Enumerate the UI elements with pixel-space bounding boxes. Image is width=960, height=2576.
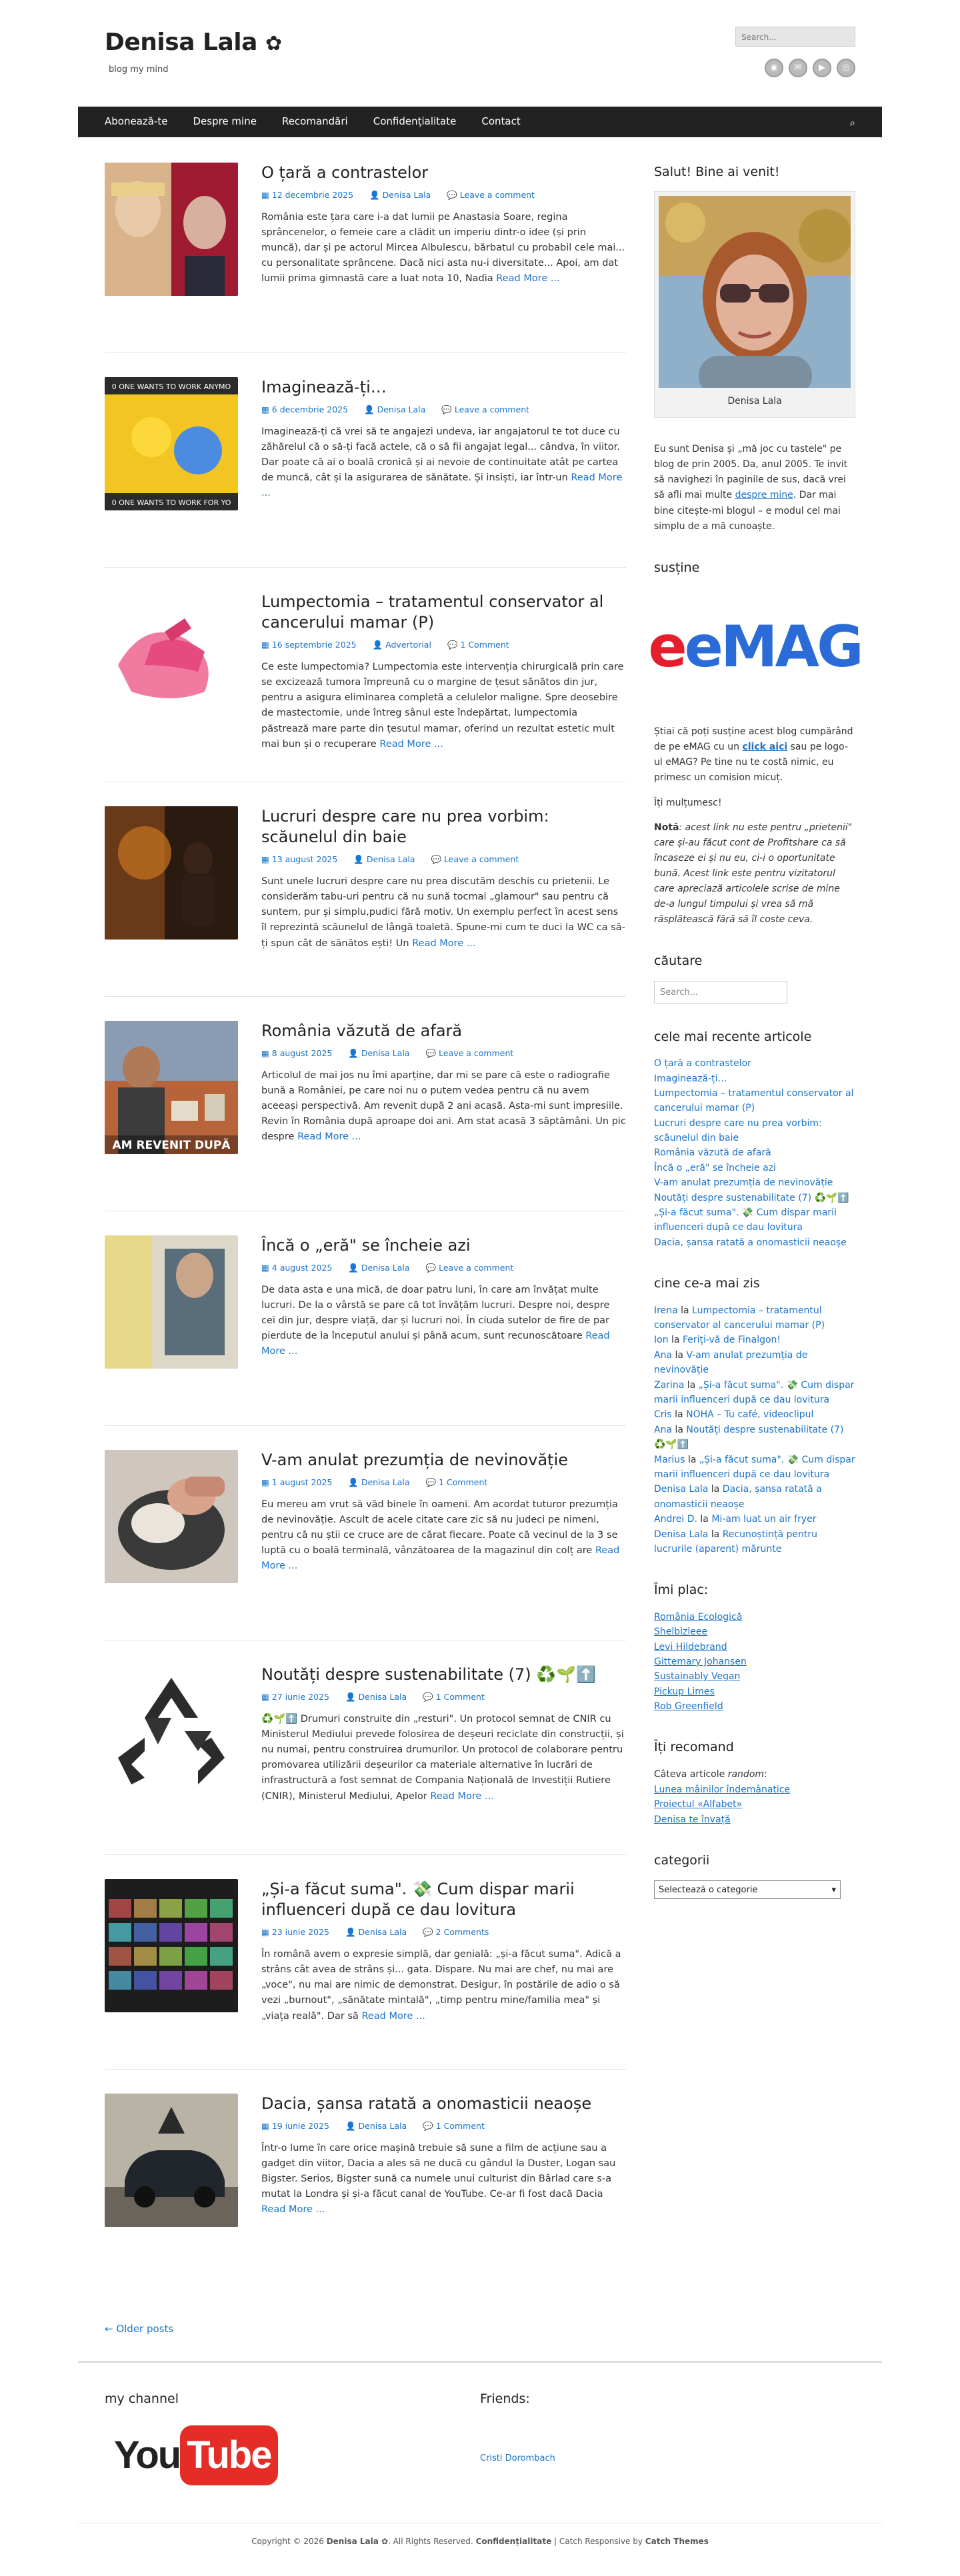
liked-channel-link[interactable]: Sustainably Vegan	[654, 1671, 741, 1682]
recommended-article-link[interactable]: Lunea mâinilor îndemânatice	[654, 1784, 791, 1795]
chevron-down-icon: ▾	[831, 1884, 836, 1895]
github-icon[interactable]: ◉	[765, 59, 783, 77]
comment-on: la	[675, 1409, 683, 1421]
recent-post-link[interactable]: „Și-a făcut suma". 💸 Cum dispar marii influenceri după ce dau lovitura	[654, 1207, 837, 1233]
about-link[interactable]: despre mine	[735, 490, 793, 501]
emag-logo[interactable]: eeMAG	[648, 614, 861, 681]
read-more-link[interactable]: Read More ...	[261, 472, 623, 499]
recommended-article-link[interactable]: Denisa te învață	[654, 1814, 731, 1825]
comment-author[interactable]: Ion	[654, 1335, 669, 1346]
post-author[interactable]: 👤 Denisa Lala	[345, 1927, 407, 1938]
post-comments[interactable]: 💬 Leave a comment	[425, 1048, 514, 1059]
sidebar-search-input[interactable]: Search...	[654, 981, 787, 1003]
post-date[interactable]: ▦ 19 iunie 2025	[261, 2121, 329, 2132]
post-date-text[interactable]: 13 august 2025	[271, 854, 338, 865]
post-item	[105, 1235, 626, 1426]
post-meta	[261, 403, 626, 416]
read-more-link[interactable]: Read More ...	[430, 1790, 494, 1802]
post-comments[interactable]: 💬 Leave a comment	[447, 190, 535, 201]
read-more-link[interactable]: Read More ...	[261, 1545, 620, 1572]
post-author[interactable]: 👤 Denisa Lala	[369, 190, 431, 201]
footer-widgets	[78, 2363, 882, 2523]
post-excerpt	[261, 210, 626, 287]
footer-privacy-link[interactable]: Confidențialitate	[475, 2537, 552, 2547]
post-date-text[interactable]: 16 septembrie 2025	[271, 640, 357, 650]
post-comments[interactable]: 💬 1 Comment	[447, 640, 509, 650]
post-title[interactable]: Dacia, șansa ratată a onomasticii neaoșe	[261, 2094, 592, 2113]
comment-author[interactable]: Marius	[654, 1454, 685, 1465]
social-links	[765, 59, 855, 77]
read-more-link[interactable]: Read More ...	[361, 2010, 425, 2022]
post-excerpt	[261, 1283, 626, 1360]
comment-item	[654, 1527, 855, 1557]
profile-caption: Denisa Lala	[727, 396, 782, 407]
post-comments[interactable]: 💬 2 Comments	[423, 1927, 489, 1938]
post-author[interactable]: 👤 Denisa Lala	[353, 854, 415, 865]
post-thumbnail[interactable]	[105, 1879, 238, 2012]
recent-post-link[interactable]: Imaginează-ți…	[654, 1073, 727, 1084]
post-meta	[261, 1047, 626, 1059]
liked-channel-link[interactable]: Rob Greenfield	[654, 1701, 723, 1712]
post-comments-text[interactable]: Leave a comment	[439, 1048, 514, 1059]
svg-text:0 ONE WANTS TO WORK ANYMO: 0 ONE WANTS TO WORK ANYMO	[111, 382, 231, 391]
post-excerpt-text: Într-o lume în care orice mașină trebuie să sune a film de acțiune sau a gadget din viitor, Dacia a ales să ne ducă cu gândul la Duster, Logan sau Bigster. Serios, Bigster sună ca numele unui culturist din Bârlad care s-a mutat la Londra și și-a făcut canal de YouTube. Ce-ar fi fost dacă Dacia	[261, 2142, 616, 2200]
post-date-text[interactable]: 23 iunie 2025	[271, 1927, 329, 1938]
older-posts-link[interactable]: ← Older posts	[105, 2323, 174, 2335]
post-date-text[interactable]: 27 iunie 2025	[271, 1692, 329, 1702]
read-more-link[interactable]: Read More ...	[496, 273, 560, 285]
note-text: : acest link nu este pentru „prietenii" care și-au făcut cont de Profitshare ca să încaseze ei și nu eu, ci-i o oportunitate bună. Acest link este pentru vizitatorul care apreciază articolele scrise de mine de-a lungul timpului și vrea să mă răsplătească fără să îl coste ceva.	[654, 822, 853, 926]
post-title[interactable]: O țară a contrastelor	[261, 163, 429, 182]
comment-on: la	[687, 1454, 697, 1465]
post-excerpt-text: De data asta e una mică, de doar patru luni, în care am învățat multe lucruri. De la o vârstă se pare că tot învățăm lucruri. Despre noi, despre cei din jur, despre viață, dar și lucruri noi. În ciuda sutelor de fire de par pierdute de la începutul anului și până acum, sunt recunoscătoare	[261, 1284, 610, 1342]
comment-on: la	[700, 1514, 709, 1525]
post-thumbnail[interactable]	[105, 806, 238, 940]
post-thumbnail[interactable]	[105, 163, 238, 296]
comment-item	[654, 1423, 855, 1453]
search-title: căutare	[654, 954, 703, 969]
post-thumbnail[interactable]	[105, 377, 238, 510]
profile-card	[654, 191, 855, 418]
friend-link[interactable]: Cristi Dorombach	[480, 2453, 555, 2463]
post-author[interactable]: 👤 Denisa Lala	[348, 1048, 410, 1059]
thanks-text: Îți mulțumesc!	[654, 797, 722, 808]
post-item	[105, 592, 626, 782]
post-comments-text[interactable]: 1 Comment	[460, 640, 509, 650]
svg-text:AM REVENIT DUPĂ: AM REVENIT DUPĂ	[112, 1139, 231, 1152]
post-title[interactable]: România văzută de afară	[261, 1021, 463, 1040]
post-author[interactable]: 👤 Advertorial	[372, 640, 431, 650]
comment-post-link[interactable]: Dacia, șansa ratată a onomasticii neaoșe	[654, 1484, 822, 1510]
post-thumbnail[interactable]	[105, 2094, 238, 2227]
site-title-text[interactable]: Denisa Lala	[105, 29, 257, 56]
comment-post-link[interactable]: Feriți-vă de Finalgon!	[682, 1335, 781, 1346]
post-comments-text[interactable]: Leave a comment	[459, 190, 535, 201]
recent-post-link[interactable]: Noutăți despre sustenabilitate (7) ♻️🌱⬆️	[654, 1192, 849, 1203]
post-date-text[interactable]: 4 august 2025	[271, 1263, 333, 1273]
post-excerpt-text: Eu mereu am vrut să văd binele în oameni. Am acordat tuturor prezumția de nevinovăție. Ascult de acele citate care zic să nu judeci pe nimeni, pentru că nu știi ce cruce are de cărat fiecare. Poate că vecinul de la 3 se luptă cu o boală terminală, vânzătoarea de la magazinul din colț are	[261, 1499, 618, 1557]
post-meta	[261, 1690, 626, 1703]
liked-channel-link[interactable]: Gittemary Johansen	[654, 1656, 747, 1667]
nav-item-recommendations[interactable]: Recomandări	[281, 115, 348, 128]
emag-logo-text: eMAG	[684, 614, 861, 681]
intro-text	[654, 442, 855, 534]
comment-author[interactable]: Zarina	[654, 1379, 685, 1391]
post-date-text[interactable]: 6 decembrie 2025	[271, 404, 349, 415]
post-meta	[261, 1476, 626, 1489]
recommend-list	[654, 1782, 855, 1827]
recent-post-link[interactable]: O țară a contrastelor	[654, 1058, 751, 1069]
post-author-text[interactable]: Advertorial	[385, 640, 431, 650]
copyright-text: Copyright © 2026	[251, 2537, 324, 2547]
comment-author[interactable]: Andrei D.	[654, 1514, 697, 1525]
note-label: Notă	[654, 822, 679, 833]
recommend-title: Îți recomand	[654, 1740, 734, 1755]
comment-item	[654, 1453, 855, 1483]
post-thumbnail[interactable]	[105, 1235, 238, 1369]
read-more-link[interactable]: Read More ...	[261, 2204, 325, 2216]
recent-post-link[interactable]: V-am anulat prezumția de nevinovăție	[654, 1177, 833, 1189]
post-excerpt	[261, 1712, 626, 1804]
post-date[interactable]: ▦ 23 iunie 2025	[261, 1927, 329, 1938]
recent-post-link[interactable]: Încă o „eră" se încheie azi	[654, 1162, 776, 1173]
comment-post-link[interactable]: V-am anulat prezumția de nevinovăție	[654, 1349, 808, 1376]
post-title[interactable]: V-am anulat prezumția de nevinovăție	[261, 1451, 568, 1469]
comments-title: cine ce-a mai zis	[654, 1276, 760, 1291]
profile-photo	[659, 196, 851, 388]
post-excerpt-text: Imaginează-ți că vrei să te angajezi undeva, iar angajatorul te tot duce cu zăhărelul că o să-ți facă actele, că o să fii angajat legal... cândva, în viitor. Dar poate că ai o boală cronică și ai nevoie de continuitate atât pe cartea de muncă, cât și la asigurarea de sănătate. Și insiști, iar într-un	[261, 426, 620, 484]
nav-item-about[interactable]: Despre mine	[193, 115, 257, 128]
recommend-intro-em: random	[727, 1768, 765, 1780]
footer-site-link[interactable]: Denisa Lala ✿	[326, 2537, 389, 2547]
comment-on: la	[675, 1349, 683, 1361]
post-date-text[interactable]: 19 iunie 2025	[271, 2121, 329, 2132]
comment-item	[654, 1378, 855, 1408]
intro-end: . Dar mai bine citește-mi blogul – e modul cel mai simplu de a mă cunoaște.	[654, 490, 841, 532]
post-item	[105, 1879, 626, 2070]
post-author-text[interactable]: Denisa Lala	[358, 1692, 407, 1702]
comment-on: la	[671, 1335, 680, 1346]
support-text	[654, 724, 855, 928]
intro-body: Eu sunt Denisa și „mă joc cu tastele" pe blog de prin 2005. Da, anul 2005. Te invit să navighezi în paginile de sus, dacă vrei să afli mai multe	[654, 444, 848, 501]
post-date-text[interactable]: 8 august 2025	[271, 1048, 333, 1059]
post-item	[105, 806, 626, 997]
header-search-input[interactable]: Search...	[735, 27, 855, 47]
post-excerpt-text: Ce este lumpectomia? Lumpectomia este intervenția chirurgicală prin care se excizează tumora împreună cu o margine de țesut sănătos din jur, pentru a asigura eliminarea completă a celulelor maligne. Spre deosebire de mastectomie, unde întreg sânul este îndepărtat, lumpectomia păstrează mare parte din țesutul mamar, oferind un rezultat estetic mult mai bun și o recuperare	[261, 661, 624, 750]
comment-item	[654, 1303, 855, 1333]
likes-title: Îmi plac:	[654, 1583, 709, 1598]
comment-post-link[interactable]: Recunoștință pentru lucrurile (aparent) mărunte	[654, 1529, 817, 1555]
post-thumbnail[interactable]	[105, 1664, 238, 1798]
post-title[interactable]: Lumpectomia – tratamentul conservator al cancerului mamar (P)	[261, 592, 604, 632]
sidebar: Salut! Bine ai venit! Denisa Lala Eu sunt Denisa și „mă joc cu tastele" pe blog de prin 2005. Da, anul 2005. Te invit să navighezi în paginile de sus, dacă vrei să afli mai multe despre mine. Dar mai bine citește-mi blogul – e modul cel mai simplu de a mă cunoaște. susține eeMAG Știai că poți susține acest blog cumpărând de pe eMAG cu un click aici sau pe logo-ul eMAG? Pe tine nu te costă nimic, eu primesc un comision micuț. Îți mulțumesc! Notă: acest link nu este pentru „prietenii" care și-au făcut cont de Profitshare ca să încaseze ei și nu eu, ci-i o oportunitate bună. Acest link este pentru vizitatorul care apreciază articolele scrise de mine de-a lungul timpului și vrea să mă răsplătească fără să îl coste ceva. căutare Search... cele mai recente articole O țară a contrastelor Imaginează-ți… Lumpectomia – tratamentul conservator al cancerului mamar (P) Lucruri despre care nu prea vorbim: scăunelul din baie România văzută de afară Încă o „eră" se încheie azi V-am anulat prezumția de nevinovăție Noutăți despre sustenabilitate (7) ♻️🌱⬆️ „Și-a făcut suma". 💸 Cum dispar marii influenceri după ce dau lovitura Dacia, șansa ratată a onomasticii neaoșe cine ce-a mai zis Irena la Lumpectomia – tratamentul conservator al cancerului mamar (P) Ion la Feriți-vă de Finalgon! Ana la V-am anulat prezumția de nevinovăție Zarina la „Și-a făcut suma". 💸 Cum dispar marii influenceri după ce dau lovitura Cris la NOHA – Tu café, videoclipul Ana la Noutăți despre sustenabilitate (7) ♻️🌱⬆️ Marius la „Și-a făcut suma". 💸 Cum dispar marii influenceri după ce dau lovitura Denisa Lala la Dacia, șansa ratată a onomasticii neaoșe Andrei D. la Mi-am luat un air fryer Denisa Lala la Recunoștință pentru lucrurile (aparent) mărunte Îmi plac: România Ecologică Shelbizleee Levi Hildebrand Gittemary Johansen Sustainably Vegan Pickup Limes Rob Greenfield Îți recomand Câteva articole random: Lunea mâinilor îndemânatice Proiectul «Alfabet» Denisa te învață categorii Selectează o categorie ▾	[654, 163, 855, 2308]
post-comments[interactable]: 💬 Leave a comment	[431, 854, 519, 865]
instagram-icon[interactable]: ◎	[837, 59, 855, 77]
post-thumbnail[interactable]	[105, 592, 238, 725]
recent-post-link[interactable]: Lumpectomia – tratamentul conservator al cancerului mamar (P)	[654, 1087, 854, 1114]
comment-author[interactable]: Ana	[654, 1424, 673, 1435]
post-item	[105, 377, 626, 568]
site-header	[78, 0, 882, 107]
comment-item	[654, 1482, 855, 1512]
read-more-link[interactable]: Read More ...	[412, 938, 476, 949]
post-item	[105, 1450, 626, 1640]
post-comments[interactable]: 💬 Leave a comment	[441, 404, 530, 415]
comment-post-link[interactable]: Noutăți despre sustenabilitate (7) ♻️🌱⬆️	[654, 1424, 844, 1451]
post-meta	[261, 189, 626, 201]
post-author[interactable]: 👤 Denisa Lala	[348, 1477, 410, 1488]
post-author[interactable]: 👤 Denisa Lala	[345, 2121, 407, 2132]
comment-post-link[interactable]: Mi-am luat un air fryer	[711, 1514, 817, 1525]
svg-text:0 ONE WANTS TO WORK FOR YO: 0 ONE WANTS TO WORK FOR YO	[111, 498, 231, 507]
post-item	[105, 1664, 626, 1855]
recent-post-link[interactable]: România văzută de afară	[654, 1147, 771, 1159]
read-more-link[interactable]: Read More ...	[261, 1331, 610, 1357]
post-thumbnail[interactable]	[105, 1021, 238, 1154]
youtube-logo[interactable]: You Tube	[114, 2425, 480, 2485]
categories-select[interactable]	[654, 1880, 841, 1899]
comment-on: la	[711, 1529, 720, 1540]
comment-author[interactable]: Denisa Lala	[654, 1484, 709, 1495]
recent-comments-list	[654, 1303, 855, 1557]
post-date[interactable]: ▦ 16 septembrie 2025	[261, 640, 357, 650]
liked-channel-link[interactable]: Shelbizleee	[654, 1626, 708, 1638]
comment-post-link[interactable]: „Și-a făcut suma". 💸 Cum dispar marii influenceri după ce dau lovitura	[654, 1379, 855, 1405]
post-title[interactable]: Imaginează-ți…	[261, 378, 387, 396]
post-excerpt-text: În română avem o expresie simplă, dar genială: „și-a făcut suma". Adică a strâns cât avea de strâns și... gata. Dispare. Nu mai are chef, nu mai are „voce", nu mai are nimic de demonstrat. Desigur, în postările de adio o să vezi „burnout", „sănătate mintală", „timp pentru mine/familia mea" și „viața reală". Dar să	[261, 1948, 621, 2022]
copyright-bar	[78, 2523, 882, 2576]
post-author[interactable]: 👤 Denisa Lala	[348, 1263, 410, 1273]
comment-author[interactable]: Ana	[654, 1349, 673, 1361]
liked-channel-link[interactable]: România Ecologică	[654, 1611, 743, 1622]
comment-on: la	[681, 1305, 689, 1316]
post-date[interactable]: ▦ 6 decembrie 2025	[261, 404, 349, 415]
post-comments-text[interactable]: 2 Comments	[435, 1927, 489, 1938]
post-comments-text[interactable]: 1 Comment	[439, 1477, 488, 1488]
post-item	[105, 163, 626, 353]
post-date-text[interactable]: 12 decembrie 2025	[271, 190, 354, 201]
welcome-title: Salut! Bine ai venit!	[654, 165, 780, 179]
post-author-text[interactable]: Denisa Lala	[377, 404, 426, 415]
post-excerpt-text: Sunt unele lucruri despre care nu prea discutăm deschis cu prietenii. Le considerăm tabu-uri pentru că nu sună tocmai „glamour" sau pentru că suntem, pur și simplu,pudici fără motiv. Un exemplu perfect în acest sens îl reprezintă scăunelul de lângă toaletă. Spune-mi cum te duci la WC ca să-ți spun cât de sănătos ești! Un	[261, 876, 625, 949]
post-author-text[interactable]: Denisa Lala	[361, 1048, 410, 1059]
recent-title: cele mai recente articole	[654, 1029, 812, 1044]
post-title[interactable]: Noutăți despre sustenabilitate (7) ♻️🌱⬆️	[261, 1665, 596, 1684]
post-comments-text[interactable]: Leave a comment	[439, 1263, 514, 1273]
read-more-link[interactable]: Read More ...	[297, 1131, 361, 1143]
post-excerpt	[261, 874, 626, 952]
post-excerpt-text: Articolul de mai jos nu îmi aparține, dar mi se pare că este o radiografie bună a României, pe care noi nu o putem vedea pentru că nu avem aceeași perspectivă. Am revenit după 2 ani acasă. Asta-mi sunt impresiile. Revin în România după aproape doi ani. Am stat acasă 3 săptămâni. Un pic despre	[261, 1069, 626, 1143]
mail-icon[interactable]: ✉	[789, 59, 807, 77]
post-date[interactable]: ▦ 1 august 2025	[261, 1477, 333, 1488]
post-comments-text[interactable]: Leave a comment	[444, 854, 519, 865]
post-excerpt-text: România este țara care i-a dat lumii pe Anastasia Soare, regina sprâncenelor, o femeie care a clădit un imperiu dintr-o idee (și prin muncă), dar și pe actorul Mircea Albulescu, bărbatul cu probabil cele mai... cu personalitate sprâncene. Dacă nici asta nu-i diversitate... Apoi, am dat lumii prima gimnastă care a luat nota 10, Nadia	[261, 211, 625, 285]
support-body: Știai că poți susține acest blog cumpărând de pe eMAG cu un	[654, 726, 853, 753]
post-excerpt	[261, 2141, 626, 2218]
search-icon[interactable]: ⌕	[849, 117, 855, 129]
categories-select-value: Selectează o categorie	[659, 1884, 758, 1895]
post-author-text[interactable]: Denisa Lala	[382, 190, 431, 201]
comment-author[interactable]: Irena	[654, 1305, 678, 1316]
comment-on: la	[675, 1424, 683, 1435]
post-date-text[interactable]: 1 august 2025	[271, 1477, 333, 1488]
post-list	[105, 163, 626, 2308]
emag-click-link[interactable]: click aici	[742, 742, 788, 753]
theme-text: | Catch Responsive by	[554, 2537, 643, 2547]
post-comments[interactable]: 💬 1 Comment	[425, 1477, 488, 1488]
post-author-text[interactable]: Denisa Lala	[361, 1263, 410, 1273]
recent-post-link[interactable]: Dacia, șansa ratată a onomasticii neaoșe	[654, 1237, 847, 1248]
read-more-link[interactable]: Read More ...	[379, 738, 443, 750]
friends-title: Friends:	[480, 2391, 530, 2407]
recent-posts-list	[654, 1056, 855, 1250]
comment-item	[654, 1407, 855, 1422]
site-tagline: blog my mind	[109, 65, 169, 75]
categories-title: categorii	[654, 1853, 710, 1868]
post-thumbnail[interactable]	[105, 1450, 238, 1583]
comment-author[interactable]: Denisa Lala	[654, 1529, 709, 1540]
post-author-text[interactable]: Denisa Lala	[366, 854, 415, 865]
post-date[interactable]: ▦ 8 august 2025	[261, 1048, 333, 1059]
channel-title: my channel	[105, 2391, 179, 2407]
nav-item-subscribe[interactable]: Abonează-te	[105, 115, 168, 128]
liked-channel-link[interactable]: Pickup Limes	[654, 1686, 715, 1697]
support-title: susține	[654, 560, 700, 575]
post-comments[interactable]: 💬 Leave a comment	[425, 1263, 514, 1273]
likes-list	[654, 1610, 855, 1714]
post-date[interactable]: ▦ 4 august 2025	[261, 1263, 333, 1273]
nav-item-contact[interactable]: Contact	[481, 115, 521, 128]
support-body-2: sau pe logo-ul eMAG? Pe tine nu te costă nimic, eu primesc un comision micuț.	[654, 742, 849, 784]
post-author[interactable]: 👤 Denisa Lala	[364, 404, 426, 415]
post-item	[105, 2094, 626, 2284]
post-author-text[interactable]: Denisa Lala	[358, 2121, 407, 2132]
post-excerpt	[261, 1068, 626, 1145]
comment-post-link[interactable]: Lumpectomia – tratamentul conservator al cancerului mamar (P)	[654, 1305, 825, 1331]
site-title[interactable]	[105, 24, 282, 61]
post-date[interactable]: ▦ 13 august 2025	[261, 854, 338, 865]
comment-item	[654, 1333, 855, 1347]
post-comments-text[interactable]: 1 Comment	[435, 2121, 485, 2132]
post-excerpt	[261, 1497, 626, 1575]
post-title[interactable]: Încă o „eră" se încheie azi	[261, 1236, 471, 1255]
main-nav	[78, 107, 882, 137]
post-author-text[interactable]: Denisa Lala	[361, 1477, 410, 1488]
nav-item-privacy[interactable]: Confidențialitate	[373, 115, 457, 128]
youtube-icon[interactable]: ▶	[813, 59, 831, 77]
post-excerpt	[261, 1947, 626, 2024]
post-comments[interactable]: 💬 1 Comment	[423, 1692, 485, 1702]
post-author-text[interactable]: Denisa Lala	[358, 1927, 407, 1938]
comment-item	[654, 1512, 855, 1527]
post-meta	[261, 1261, 626, 1274]
post-meta	[261, 1926, 626, 1938]
liked-channel-link[interactable]: Levi Hildebrand	[654, 1641, 727, 1652]
post-excerpt	[261, 424, 626, 502]
post-title[interactable]: „Și-a făcut suma". 💸 Cum dispar marii influenceri după ce dau lovitura	[261, 1880, 575, 1920]
post-excerpt	[261, 660, 626, 752]
post-date[interactable]: ▦ 12 decembrie 2025	[261, 190, 354, 201]
post-meta	[261, 853, 626, 866]
rights-text: . All Rights Reserved.	[388, 2537, 473, 2547]
post-comments-text[interactable]: 1 Comment	[435, 1692, 485, 1702]
comment-on: la	[711, 1484, 720, 1495]
post-date[interactable]: ▦ 27 iunie 2025	[261, 1692, 329, 1702]
recent-post-link[interactable]: Lucruri despre care nu prea vorbim: scăunelul din baie	[654, 1117, 822, 1144]
comment-post-link[interactable]: „Și-a făcut suma". 💸 Cum dispar marii influenceri după ce dau lovitura	[654, 1454, 855, 1480]
post-excerpt-text: ♻️🌱⬆️ Drumuri construite din „resturi". Un protocol semnat de CNIR cu Ministerul Mediului prevede folosirea de deșeuri reciclate din construcții, și nu numai, pentru construirea drumurilor. Un protocol de colaborare pentru promovarea utilizării deșeurilor ca materiale alternative în lucrări de infrastructură a fost semnat de Compania Națională de Investiții Rutiere (CNIR), Ministerul Mediului, Apelor	[261, 1713, 624, 1802]
comment-on: la	[687, 1379, 696, 1391]
post-item	[105, 1021, 626, 1211]
recommend-intro: Câteva articole	[654, 1768, 725, 1780]
post-author[interactable]: 👤 Denisa Lala	[345, 1692, 407, 1702]
comment-post-link[interactable]: NOHA – Tu café, videoclipul	[686, 1409, 814, 1421]
comment-item	[654, 1348, 855, 1378]
post-meta	[261, 2120, 626, 2132]
comment-author[interactable]: Cris	[654, 1409, 672, 1421]
post-comments[interactable]: 💬 1 Comment	[423, 2121, 485, 2132]
theme-author-link[interactable]: Catch Themes	[645, 2537, 709, 2547]
recommended-article-link[interactable]: Proiectul «Alfabet»	[654, 1799, 743, 1810]
post-title[interactable]: Lucruri despre care nu prea vorbim: scăunelul din baie	[261, 807, 549, 847]
post-comments-text[interactable]: Leave a comment	[454, 404, 530, 415]
post-meta	[261, 638, 626, 651]
flower-icon: ✿	[265, 32, 282, 55]
